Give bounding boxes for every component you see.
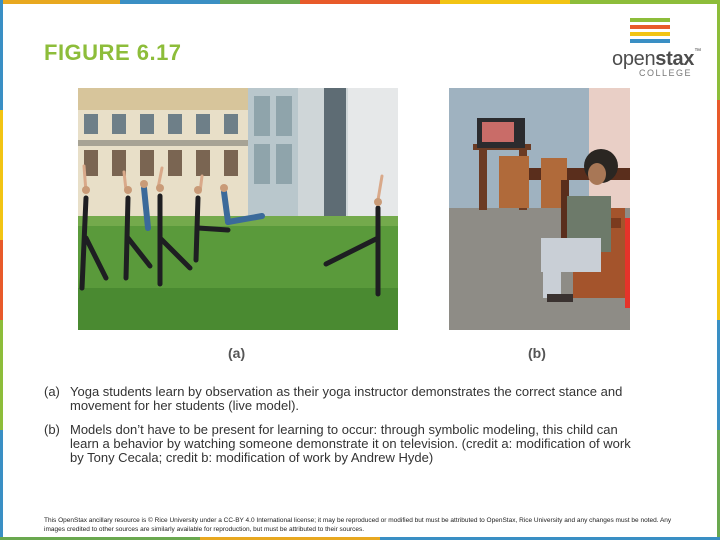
logo-bar-4 — [630, 39, 670, 43]
child-watching-tv-photo — [449, 88, 630, 330]
top-edge-6 — [570, 0, 720, 4]
logo-word-stax: stax — [655, 48, 695, 70]
caption-a-text: Yoga students learn by observation as their yoga instructor demonstrates the correct stance and movement for her students (live model). — [70, 384, 623, 413]
yoga-class-photo — [78, 88, 398, 330]
top-edge-2 — [120, 0, 220, 4]
slide-title: FIGURE 6.17 — [44, 40, 182, 65]
caption-b — [44, 423, 644, 465]
left-edge-2 — [0, 110, 3, 240]
top-edge-1 — [0, 0, 120, 4]
top-edge-4 — [300, 0, 440, 4]
caption-b-marker: (b) — [44, 422, 60, 437]
caption-a-marker: (a) — [44, 384, 60, 399]
logo-bar-1 — [630, 18, 670, 22]
left-edge-3 — [0, 240, 3, 320]
logo-college: COLLEGE — [639, 68, 693, 78]
left-edge-5 — [0, 430, 3, 540]
top-edge-5 — [440, 0, 570, 4]
logo-word-open: open — [612, 48, 656, 70]
yoga-photo-drawing — [78, 88, 398, 330]
openstax-college-logo — [610, 16, 710, 82]
logo-tm: ™ — [694, 48, 701, 55]
left-edge-1 — [0, 0, 3, 110]
figure-label-a: (a) — [228, 345, 246, 361]
tv-photo-drawing — [449, 88, 630, 330]
license-footer: This OpenStax ancillary resource is © Rice University under a CC-BY 4.0 International license; it may be reproduced or modified but must be attributed to OpenStax, Rice University and any changes must be noted. Any images credited to other sources are similarly available for reproduction, but must be attributed to their sources. — [44, 517, 672, 533]
logo-bar-2 — [630, 25, 670, 29]
caption-b-text: Models don’t have to be present for learning to occur: through symbolic modeling, this child can learn a behavior by watching someone demonstrate it on television. (credit a: modification of work by Tony Cecala; credit b: modification of work by Andrew Hyde) — [70, 422, 631, 465]
figure-label-b: (b) — [528, 345, 546, 361]
logo-bar-3 — [630, 32, 670, 36]
top-edge-3 — [220, 0, 300, 4]
caption-a — [44, 385, 644, 413]
left-edge-4 — [0, 320, 3, 430]
